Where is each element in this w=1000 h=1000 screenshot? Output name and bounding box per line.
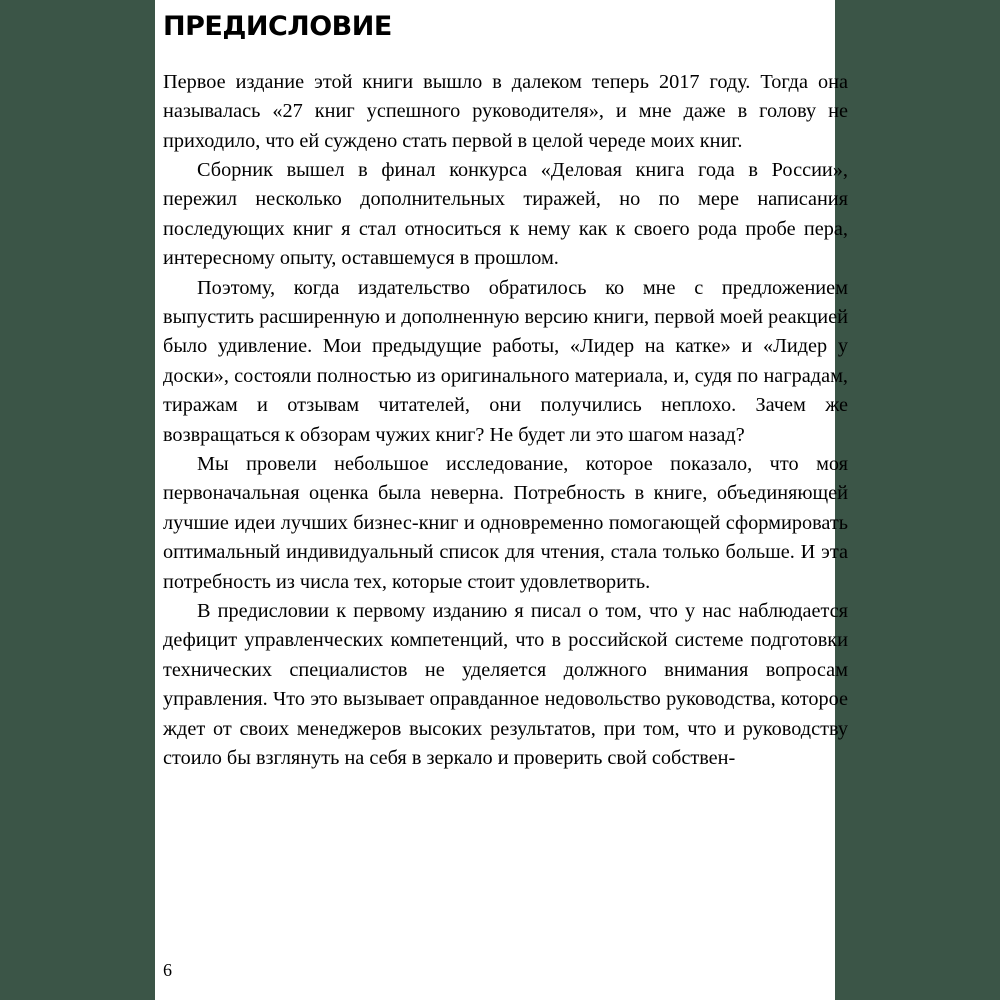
paragraph: Первое издание этой книги вышло в далеком теперь 2017 году. Тогда она называлась «27 книг успешного руководителя», и мне даже в голову не приходило, что ей суждено стать первой в целой череде моих книг. <box>163 70 848 152</box>
paragraph: Мы провели небольшое исследование, которое показало, что моя первоначальная оценка была неверна. Потребность в книге, объединяющей лучшие идеи лучших бизнес-книг и одновременно помогающей сформировать оптимальный индивидуальный список для чтения, стала только больше. И эта потребность из числа тех, которые стоит удовлетворить. <box>163 452 848 593</box>
paragraph: Сборник вышел в финал конкурса «Деловая книга года в России», пережил несколько дополнительных тиражей, но по мере написания последующих книг я стал относиться к нему как к своего рода пробе пера, интересному опыту, оставшемуся в прошлом. <box>163 158 848 270</box>
page-title: ПРЕДИСЛОВИЕ <box>163 11 392 42</box>
page-content <box>163 12 848 987</box>
paragraph: В предисловии к первому изданию я писал о том, что у нас наблюдается дефицит управленческих компетенций, что в российской системе подготовки технических специалистов не уделяется должного внимания вопросам управления. Что это вызывает оправданное недовольство руководства, которое ждет от своих менеджеров высоких результатов, при том, что и руководству стоило бы взглянуть на себя в зеркало и проверить свой собствен- <box>163 600 848 770</box>
paragraph: Поэтому, когда издательство обратилось ко мне с предложением выпустить расширенную и дополненную версию книги, первой моей реакцией было удивление. Мои предыдущие работы, «Лидер на катке» и «Лидер у доски», состояли полностью из оригинального материала, и, судя по наградам, тиражам и отзывам читателей, они получились неплохо. Зачем же возвращаться к обзорам чужих книг? Не будет ли это шагом назад? <box>163 276 848 446</box>
page-number: 6 <box>163 960 172 980</box>
document-page <box>155 0 848 1000</box>
